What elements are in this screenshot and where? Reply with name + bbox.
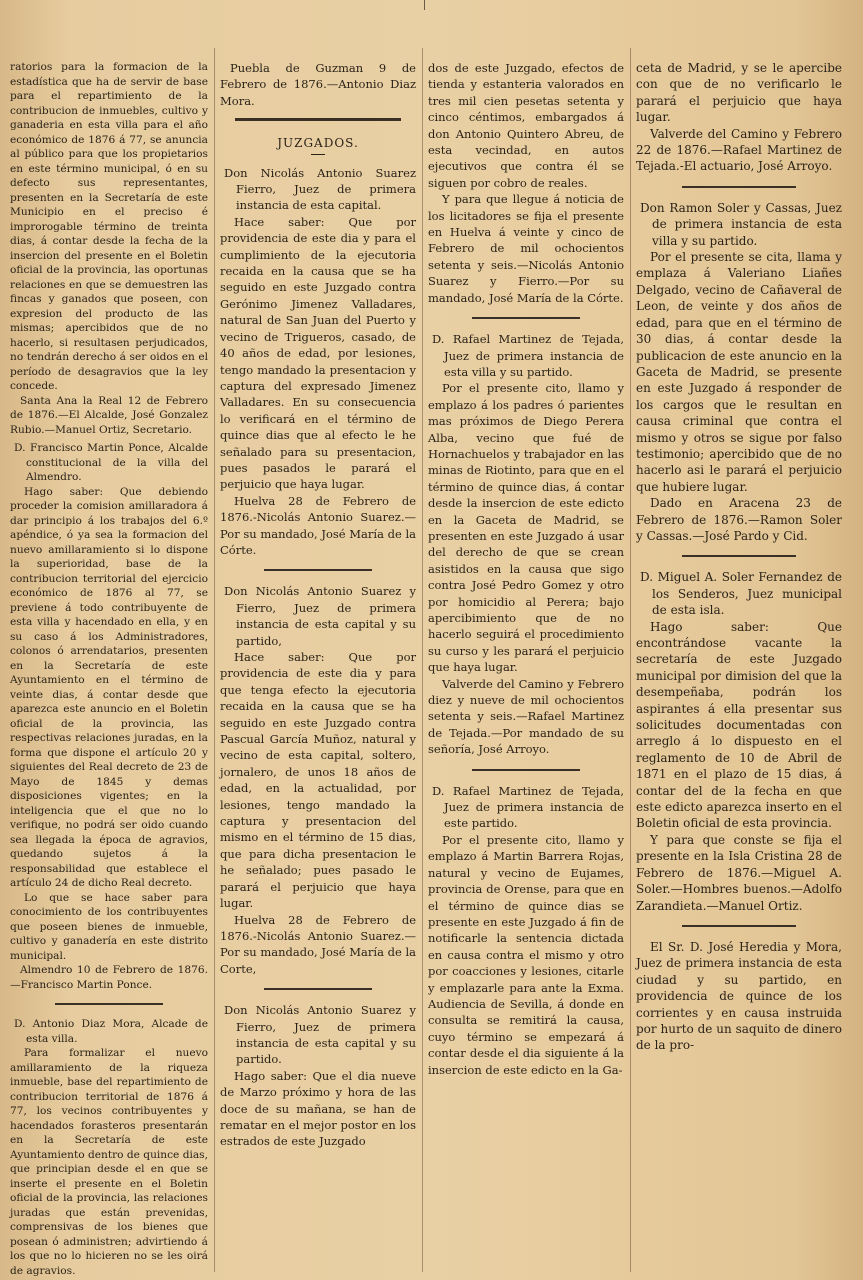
column-1 [10,60,208,1277]
notice-heading: Don Nicolás Antonio Suarez Fierro, Juez de primera instancia de esta capital. [224,165,416,213]
paragraph: Y para que llegue á noticia de los licitadores se fija el presente en Huelva á veinte y cinco de Febrero de mil ochocientos setenta y seis.—Nicolás Antonio Suarez y Fierro.—Por su mandado, José María de la Córte. [428,192,624,305]
column-4 [636,60,842,1266]
notice-heading: Don Nicolás Antonio Suarez y Fierro, Juez de primera instancia de esta capital y su partido, [224,584,416,648]
paragraph: Lo que se hace saber para conocimiento de los contribuyentes que poseen bienes de inmueble, cultivo y ganadería en este distrito municipal. [10,891,208,962]
notice-heading: D. Rafael Martinez de Tejada, Juez de primera instancia de esta villa y su partido. [432,332,624,379]
separator [264,988,372,990]
notice-heading: D. Francisco Martin Ponce, Alcalde constitucional de la villa del Almendro. [14,442,208,483]
paragraph: Hace saber: Que por providencia de este dia y para el cumplimiento de la ejecutoria recaida en la causa que se ha seguido en este Juzgado contra Gerónimo Jimenez Valladares, natural de San Juan del Puerto y vecino de Trigueros, casado, de 40 años de edad, por lesiones, tengo mandado la presentacion y captura del expresado Jimenez Valladares. En su consecuencia lo verificará en el término de quince dias que al efecto le he señalado para su presentacion, pues pasados le parará el perjuicio que haya lugar. [220,214,416,492]
paragraph: Hago saber: Que debiendo proceder la comision amillaradora á dar principio á los trabajos del 6.º apéndice, ó ya sea la formacion del nuevo amillaramiento si lo dispone la superioridad, base de la contribucion territorial del ejercicio económico de 1876 al 77, se previene á todo contribuyente de esta villa y hacendado en ella, y en su caso á los Administradores, colonos ó arrendatarios, presenten en la Secretaría de este Ayuntamiento en el término de veinte dias, á contar desde que aparezca este anuncio en el Boletin oficial de la provincia, las respectivas relaciones juradas, en la forma que dispone el artículo 20 y siguientes del Real decreto de 23 de Mayo de 1845 y demas disposiciones vigentes; en la inteligencia que el que no lo verifique, no podrá ser oido cuando sea llegada la época de agravios, quedando sujetos á la responsabilidad que establece el artículo 24 de dicho Real decreto. [10,485,208,889]
notice-heading: D. Rafael Martinez de Tejada, Juez de primera instancia de este partido. [432,783,624,831]
signature: Almendro 10 de Febrero de 1876. —Francisco Martin Ponce. [10,964,208,991]
separator [264,569,372,571]
separator [682,555,795,557]
paragraph: Por el presente se cita, llama y emplaza á Valeriano Liañes Delgado, vecino de Cañaveral de Leon, de veinte y dos años de edad, para que en el término de 30 dias, á contar desde la publicacion de este anuncio en la Gaceta de Madrid, se presente en este Juzgado á responder de los cargos que le resultan en causa criminal que contra el mismo y otros se sigue por falso testimonio; apercibido que de no hacerlo asi le parará el perjuicio que hubiere lugar. [636,250,842,494]
notice-heading: D. Miguel A. Soler Fernandez de los Senderos, Juez municipal de esta isla. [640,570,842,618]
paragraph: Hace saber: Que por providencia de este dia y para que tenga efecto la ejecutoria recaida en la causa que se ha seguido en este Juzgado contra Pascual García Muñoz, natural y vecino de esta capital, soltero, jornalero, de unos 18 años de edad, en la actualidad, por lesiones, tengo mandado la captura y presentacion del mismo en el término de 15 dias, que para dicha presentacion le he señalado; pues pasado le parará el perjuicio que haya lugar. [220,650,416,911]
separator [472,317,580,319]
column-2 [220,60,416,1266]
separator [682,925,795,927]
paragraph: ceta de Madrid, y se le apercibe con que de no verificarlo le parará el perjuicio que haya lugar. [636,61,842,125]
paragraph: Y para que conste se fija el presente en la Isla Cristina 28 de Febrero de 1876.—Miguel A. Soler.—Hombres buenos.—Adolfo Zarandieta.—Manuel Ortiz. [636,832,842,913]
paragraph: ratorios para la formacion de la estadística que ha de servir de base para el repartimiento de la contribucion de inmuebles, cultivo y ganaderia en esta villa para el año económico de 1876 á 77, se anuncia al público para que los propietarios en este término municipal, ó en su defecto sus representantes, presenten en la Secretaría de este Municipio en el preciso é improrogable término de treinta dias, á contar desde la fecha de la insercion del presente en el Boletin oficial de la provincia, las oportunas relaciones en que se demuestren las fincas y ganados que poseen, con expresion del producto de las mismas; apercibidos que de no hacerlo, si resultasen perjudicados, no tendrán derecho á ser oidos en el período de desagravios que la ley concede. [10,61,208,392]
notice-heading: Don Nicolás Antonio Suarez y Fierro, Juez de primera instancia de esta capital y su partido. [224,1003,416,1067]
separator [55,1003,164,1005]
paragraph: Hago saber: Que el dia nueve de Marzo próximo y hora de las doce de su mañana, se han de rematar en el mejor postor en los estrados de este Juzgado [220,1068,416,1149]
separator [472,769,580,771]
signature: Santa Ana la Real 12 de Febrero de 1876.—El Alcalde, José Gonzalez Rubio.—Manuel Ortiz, Secretario. [10,394,208,436]
separator [682,186,795,188]
column-rule-3 [630,48,631,1272]
paragraph: Por el presente cito, llamo y emplazo á los padres ó parientes mas próximos de Diego Perera Alba, vecino que fué de Hornachuelos y trabajador en las minas de Riotinto, para que en el término de quince dias, á contar desde la insercion de este edicto en la Gaceta de Madrid, se presenten en este Juzgado á usar del derecho de que se crean asistidos en la causa que sigo contra José Pedro Gomez y otro por homicidio al Perera; bajo apercibimiento que de no hacerlo seguirá el procedimiento su curso y les parará el perjuicio que haya lugar. [428,381,624,675]
paragraph: Hago saber: Que encontrándose vacante la secretaría de este Juzgado municipal por dimision del que la desempeñaba, podrán los aspirantes á ella presentar sus solicitudes documentadas con arreglo á lo dispuesto en el reglamento de 10 de Abril de 1871 en el plazo de 15 dias, á contar del de la fecha en que este edicto aparezca inserto en el Boletin oficial de esta provincia. [636,619,842,831]
paragraph: El Sr. D. José Heredia y Mora, Juez de primera instancia de esta ciudad y su partido, en providencia de quince de los corrientes y en causa instruida por hurto de un saquito de dinero de la pro- [636,939,842,1053]
signature: Puebla de Guzman 9 de Febrero de 1876.—Antonio Diaz Mora. [220,61,416,108]
title-underline [311,154,325,155]
section-title: JUZGADOS. [277,136,359,151]
column-rule-1 [214,48,215,1272]
paragraph: Valverde del Camino y Febrero 22 de 1876.—Rafael Martinez de Tejada.-El actuario, José Arroyo. [636,126,842,174]
paragraph: Valverde del Camino y Febrero diez y nueve de mil ochocientos setenta y seis.—Rafael Martinez de Tejada.—Por mandado de su señoría, José Arroyo. [428,676,624,757]
column-3 [428,60,624,1266]
paragraph: Huelva 28 de Febrero de 1876.-Nicolás Antonio Suarez.—Por su mandado, José María de la Córte. [220,493,416,557]
paragraph: Por el presente cito, llamo y emplazo á Martin Barrera Rojas, natural y vecino de Eujames, provincia de Orense, para que en el término de quince dias se presente en este Juzgado á fin de notificarle la sentencia dictada en causa contra el mismo y otro por coacciones y lesiones, citarle y emplazarle para ante la Exma. Audiencia de Sevilla, á donde en consulta se remitirá la causa, cuyo término se empezará á contar desde el dia siguiente á la insercion de este edicto en la Ga- [428,832,624,1077]
separator [235,118,402,121]
paragraph: dos de este Juzgado, efectos de tienda y estanteria valorados en tres mil cien pesetas setenta y cinco céntimos, embargados á don Antonio Quintero Abreu, de esta vecindad, en autos ejecutivos que contra él se siguen por cobro de reales. [428,61,624,190]
paragraph: Huelva 28 de Febrero de 1876.-Nicolás Antonio Suarez.—Por su mandado, José María de la Corte, [220,912,416,976]
paragraph: Para formalizar el nuevo amillaramiento de la riqueza inmueble, base del repartimiento de contribucion territorial de 1876 á 77, los vecinos contribuyentes y hacendados forasteros presentarán en la Secretaría de este Ayuntamiento dentro de quince dias, que principian desde el en que se inserte el presente en el Boletin oficial de la provincia, las relaciones juradas que están prevenidas, comprensivas de los bienes que posean ó administren; advirtiendo á los que no lo hicieren no se les oirá de agravios. [10,1047,208,1277]
column-rule-2 [422,48,423,1272]
notice-heading: D. Antonio Diaz Mora, Alcade de esta villa. [14,1018,208,1045]
notice-heading: Don Ramon Soler y Cassas, Juez de primera instancia de esta villa y su partido. [640,200,842,248]
top-mark [424,0,425,10]
paragraph: Dado en Aracena 23 de Febrero de 1876.—Ramon Soler y Cassas.—José Pardo y Cid. [636,496,842,543]
